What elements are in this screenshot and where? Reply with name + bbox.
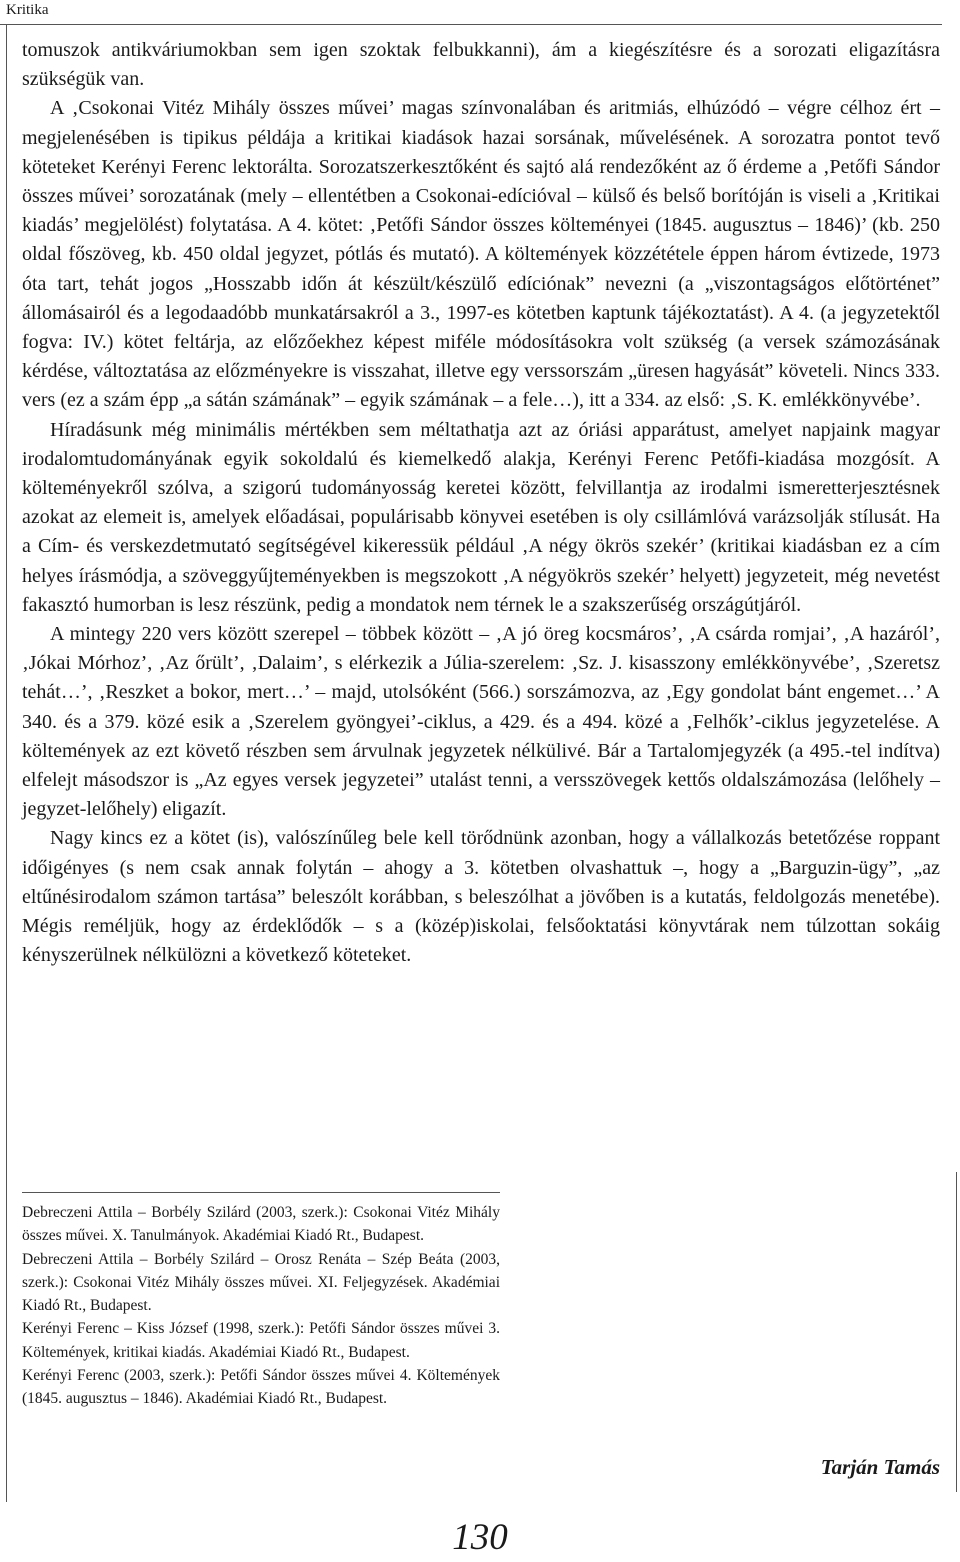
reference-item: Kerényi Ferenc – Kiss József (1998, szerk.): Petőfi Sándor összes művei 3. Költemények, kritikai kiadás. Akadémiai Kiadó Rt., Budapest.	[22, 1320, 500, 1361]
reference-item: Debreczeni Attila – Borbély Szilárd – Orosz Renáta – Szép Beáta (2003, szerk.): Csokonai Vitéz Mihály összes művei. XI. Feljegyzések. Akadémiai Kiadó Rt., Budapest.	[22, 1250, 500, 1315]
right-margin-rule	[956, 1172, 957, 1492]
references-list	[22, 1201, 500, 1411]
reference-item: Debreczeni Attila – Borbély Szilárd (2003, szerk.): Csokonai Vitéz Mihály összes művei. X. Tanulmányok. Akadémiai Kiadó Rt., Budapest.	[22, 1204, 500, 1245]
article-body	[22, 36, 940, 971]
references-rule	[22, 1192, 500, 1193]
paragraph: A ‚Csokonai Vitéz Mihály összes művei’ magas színvonalában és aritmiás, elhúzódó – végre célhoz ért – megjelenésében is tipikus példája a kritikai kiadások hazai sorsának, művelésének. A sorozatra pontot tevő köteteket Kerényi Ferenc lektorálta. Sorozatszerkesztőként és sajtó alá rendezőként az ő érdeme a ‚Petőfi Sándor összes művei’ sorozatának (mely – ellentétben a Csokonai-edícióval – külső és belső borítóján is viseli a ‚Kritikai kiadás’ megjelölést) folytatása. A 4. kötet: ‚Petőfi Sándor összes költeményei (1845. augusztus – 1846)’ (kb. 250 oldal főszöveg, kb. 450 oldal jegyzet, pótlás és mutató). A költemények közzététele éppen három évtizede, 1973 óta tart, tehát jogos „Hosszabb időn át készült/készülő edíciónak” nevezni (a „viszontagságos előtörténet” állomásairól és a legodaadóbb munkatársakról a 3., 1997-es kötetben kaptunk tájékoztatást). A 4. (a jegyzetektől fogva: IV.) kötet feltárja, az előzőekhez képest miféle módosításokra volt szükség (a versek számozásának kérdése, változtatása az előzményekre is visszahat, illetve egy verssorszám „üresen hagyását” követeli. Nincs 333. vers (ez a szám épp „a sátán számának” – egyik számának – a fele…), itt a 334. az első: ‚S. K. emlékkönyvébe’.	[22, 97, 940, 412]
paragraph: tomuszok antikváriumokban sem igen szoktak felbukkanni), ám a kiegészítésre és a sorozati eligazításra szükségük van.	[22, 39, 940, 91]
author-signature: Tarján Tamás	[820, 1455, 940, 1479]
page-number: 130	[452, 1517, 508, 1558]
header-rule	[0, 24, 942, 25]
paragraph: Híradásunk még minimális mértékben sem méltathatja azt az óriási apparátust, amelyet napjaink magyar irodalomtudományának egyik sokoldalú és kiemelkedő alakja, Kerényi Ferenc Petőfi-kiadása mozgósít. A költeményekről szólva, a szigorú tudományosság keretei között, felvillantja az irodalmi ismeretterjesztésnek azokat az elemeit is, amelyek előadásai, populárisabb könyvei esetében is oly csillámlóvá varázsolják stílusát. Ha a Cím- és verskezdetmutató segítségével kikeressük például ‚A négy ökrös szekér’ (kritikai kiadásban ez a cím helyes írásmódja, a szöveggyűjteményekben is megszokott ‚A négyökrös szekér’ helyett) jegyzeteit, még nevetést fakasztó humorban is lesz részünk, pedig a mondatok nem térnek le a szakszerűség országútjáról.	[22, 418, 940, 616]
section-header: Kritika	[6, 2, 49, 18]
paragraph: Nagy kincs ez a kötet (is), valószínűleg bele kell törődnünk azonban, hogy a vállalkozás betetőzése roppant időigényes (s nem csak annak folytán – ahogy a 3. kötetben olvashattuk –, hogy a „Barguzin-ügy”, „az eltűnésirodalom számon tartása” beleszólt korábban, s beleszólhat a jövőben is a kutatás, feldolgozás menetébe). Mégis reméljük, hogy az érdeklődők – s a (közép)iskolai, felsőoktatási könyvtárak nem túlzottan sokáig kényszerülnek nélkülözni a következő köteteket.	[22, 827, 940, 967]
left-margin-rule	[6, 24, 7, 1502]
reference-item: Kerényi Ferenc (2003, szerk.): Petőfi Sándor összes művei 4. Költemények (1845. augusztus – 1846). Akadémiai Kiadó Rt., Budapest.	[22, 1367, 500, 1408]
paragraph: A mintegy 220 vers között szerepel – többek között – ‚A jó öreg kocsmáros’, ‚A csárda romjai’, ‚A hazáról’, ‚Jókai Mórhoz’, ‚Az őrült’, ‚Dalaim’, s elérkezik a Júlia-szerelem: ‚Sz. J. kisasszony emlékkönyvébe’, ‚Szeretsz tehát…’, ‚Reszket a bokor, mert…’ – majd, utolsóként (566.) sorszámozva, az ‚Egy gondolat bánt engemet…’ A 340. és a 379. közé esik a ‚Szerelem gyöngyei’-ciklus, a 429. és a 494. közé a ‚Felhők’-ciklus jegyzetelése. A költemények az ezt követő részben sem árvulnak jegyzetek nélkülivé. Bár a Tartalomjegyzék (a 495.-tel indítva) elfelejt másodszor is „Az egyes versek jegyzetei” utalást tenni, a versszövegek kettős oldalszámozása (lelőhely – jegyzet-lelőhely) eligazít.	[22, 623, 940, 821]
